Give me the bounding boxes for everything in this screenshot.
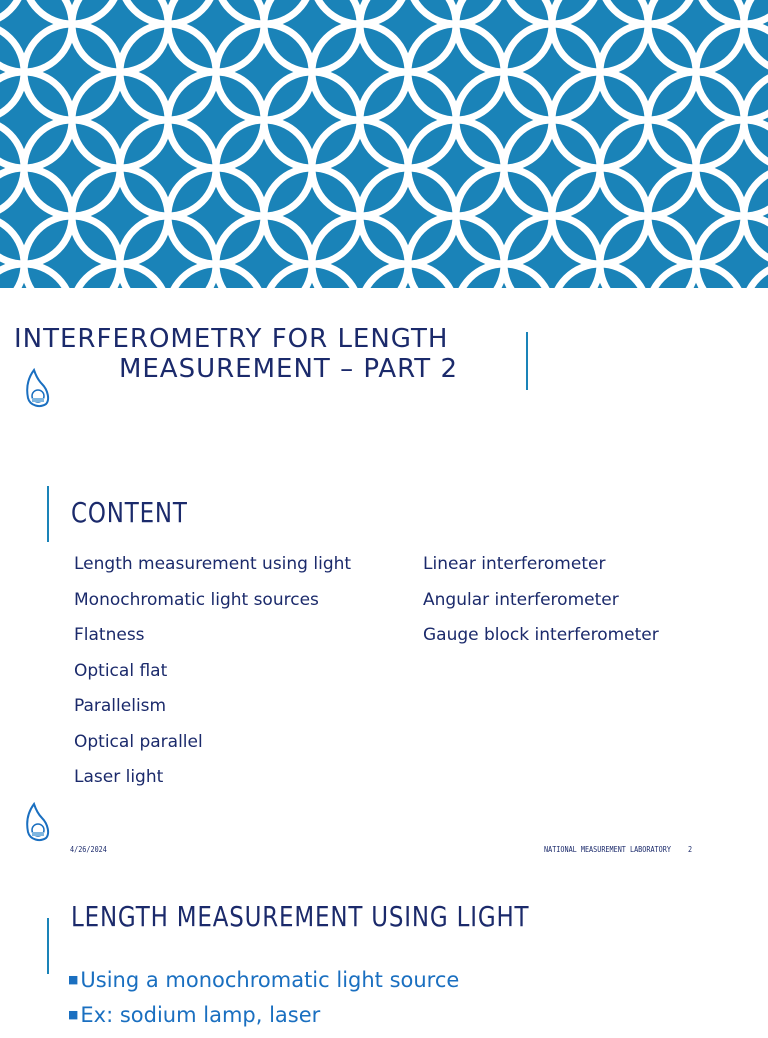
slide-title-line-1: INTERFEROMETRY FOR LENGTH (14, 324, 449, 354)
footer-date: 4/26/2024 (70, 845, 107, 854)
slide3-heading: LENGTH MEASUREMENT USING LIGHT (71, 900, 530, 933)
length-measurement-slide (0, 860, 768, 1027)
square-bullet-icon: ■ (68, 1008, 79, 1021)
institute-logo-icon (24, 368, 50, 410)
bullet-list (68, 968, 459, 1038)
slide-title (14, 324, 458, 384)
bullet-text: Ex: sodium lamp, laser (80, 1003, 321, 1027)
list-item: Optical flat (74, 660, 168, 681)
content-list-right (423, 553, 659, 660)
institute-logo-icon (24, 802, 50, 844)
heading-accent-bar (47, 486, 49, 542)
bullet-text: Using a monochromatic light source (80, 968, 460, 992)
heading-accent-bar (47, 918, 49, 974)
slide-title-line-2: MEASUREMENT – PART 2 (118, 354, 458, 384)
list-item: Gauge block interferometer (423, 625, 659, 645)
list-item (68, 968, 459, 1003)
list-item: Angular interferometer (423, 589, 619, 610)
list-item: Length measurement using light (74, 554, 352, 574)
content-list-left (74, 553, 351, 802)
pattern-banner (0, 0, 768, 288)
content-heading: CONTENT (71, 496, 188, 529)
list-item: Optical parallel (74, 731, 203, 752)
footer-organization: NATIONAL MEASUREMENT LABORATORY (544, 845, 671, 854)
footer-page-number: 2 (688, 845, 693, 854)
title-slide (0, 288, 768, 440)
list-item: Laser light (74, 767, 164, 787)
square-bullet-icon: ■ (68, 973, 79, 986)
list-item: Flatness (74, 625, 145, 645)
title-divider (526, 332, 528, 390)
list-item: Linear interferometer (423, 554, 606, 574)
list-item: Monochromatic light sources (74, 589, 319, 610)
content-slide (0, 440, 768, 860)
list-item (68, 1003, 459, 1038)
list-item: Parallelism (74, 696, 167, 716)
